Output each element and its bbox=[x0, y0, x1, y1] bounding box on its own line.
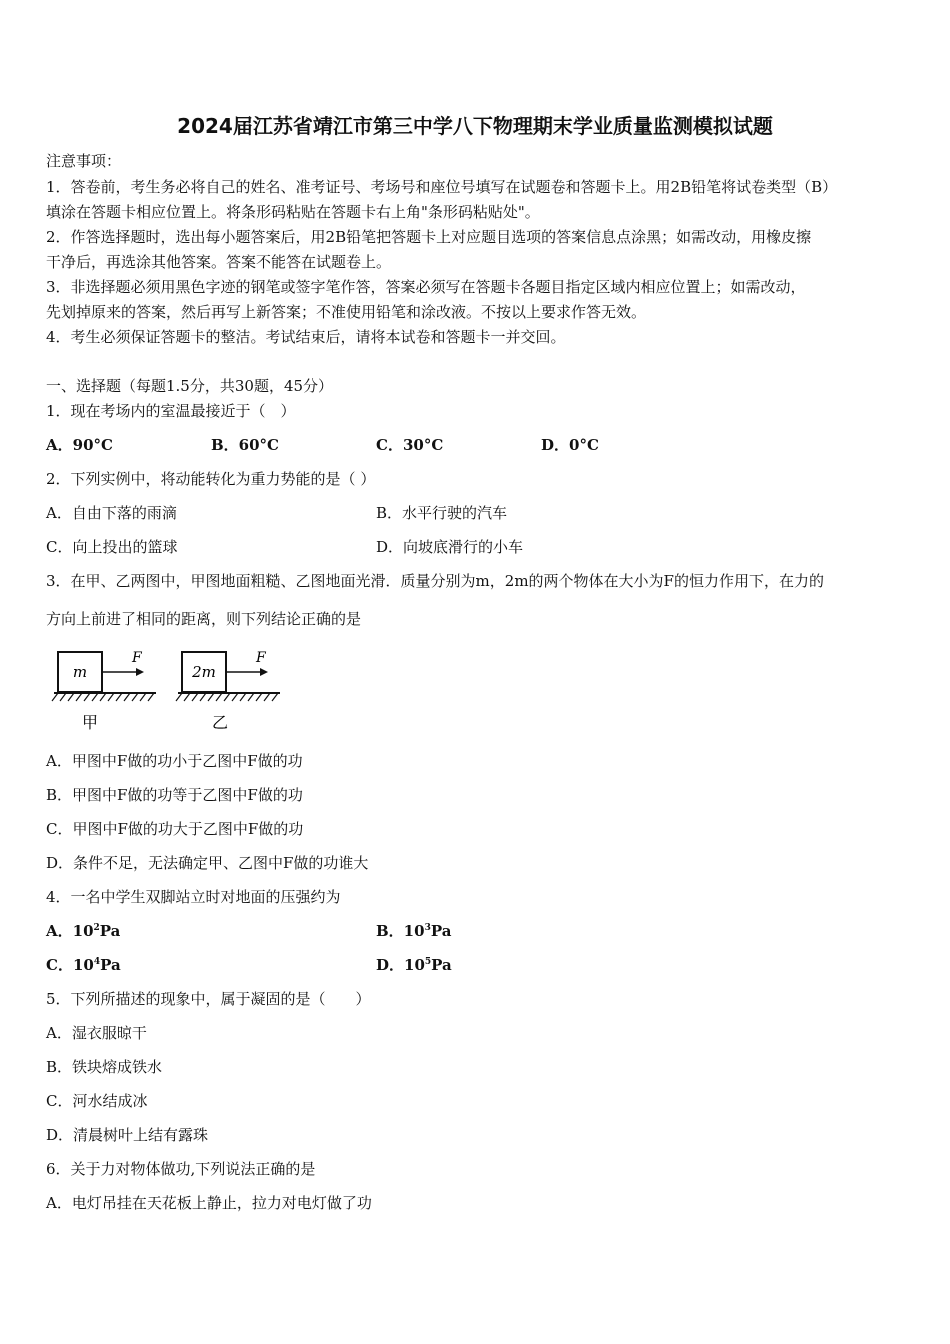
question-2-option-a: A．自由下落的雨滴 bbox=[46, 504, 177, 522]
question-2-option-b: B．水平行驶的汽车 bbox=[376, 504, 508, 522]
question-3-option-b: B．甲图中F做的功等于乙图中F做的功 bbox=[46, 786, 303, 804]
question-1-stem: 1．现在考场内的室温最接近于（ ） bbox=[46, 402, 296, 420]
question-2-option-c: C．向上投出的篮球 bbox=[46, 538, 178, 556]
question-5-option-d: D．清晨树叶上结有露珠 bbox=[46, 1126, 209, 1144]
ground-hatching bbox=[176, 693, 278, 701]
question-4-option-c: C．$10^4Pa$ bbox=[46, 956, 121, 974]
question-5-stem: 5．下列所描述的现象中，属于凝固的是（ ） bbox=[46, 990, 371, 1008]
notice-line: 2．作答选择题时，选出每小题答案后，用2B铅笔把答题卡上对应题目选项的答案信息点涂黑；如需改动，用橡皮擦 bbox=[46, 228, 812, 246]
question-5-option-a: A．湿衣服晾干 bbox=[46, 1024, 147, 1042]
notice-line: 干净后，再选涂其他答案。答案不能答在试题卷上。 bbox=[46, 253, 392, 271]
question-1-option-a: A．90°C bbox=[46, 436, 113, 454]
question-3-stem: 3．在甲、乙两图中，甲图地面粗糙、乙图地面光滑．质量分别为m，2m的两个物体在大小为F的恒力作用下，在力的 bbox=[46, 572, 824, 590]
notice-line: 4．考生必须保证答题卡的整洁。考试结束后，请将本试卷和答题卡一并交回。 bbox=[46, 328, 566, 346]
page-title: 2024届江苏省靖江市第三中学八下物理期末学业质量监测模拟试题 bbox=[177, 114, 773, 138]
notice-line: 填涂在答题卡相应位置上。将条形码粘贴在答题卡右上角"条形码粘贴处"。 bbox=[46, 203, 540, 221]
question-3-option-a: A．甲图中F做的功小于乙图中F做的功 bbox=[46, 752, 303, 770]
caption-yi: 乙 bbox=[211, 713, 229, 732]
question-2-option-d: D．向坡底滑行的小车 bbox=[376, 538, 524, 556]
question-2-stem: 2．下列实例中，将动能转化为重力势能的是（ ） bbox=[46, 470, 376, 488]
section-heading: 一、选择题（每题1.5分，共30题，45分） bbox=[46, 377, 334, 395]
caption-jia: 甲 bbox=[81, 713, 99, 732]
force-arrow-head bbox=[136, 668, 144, 676]
question-3-stem-continued: 方向上前进了相同的距离，则下列结论正确的是 bbox=[46, 610, 362, 628]
question-1-option-d: D．0°C bbox=[541, 436, 599, 454]
question-5-option-c: C．河水结成冰 bbox=[46, 1092, 148, 1110]
force-label: F bbox=[132, 650, 142, 666]
question-1-option-c: C．30°C bbox=[376, 436, 444, 454]
question-3-option-c: C．甲图中F做的功大于乙图中F做的功 bbox=[46, 820, 304, 838]
figure-jia bbox=[52, 650, 156, 732]
notice-heading: 注意事项： bbox=[46, 152, 122, 170]
notice-line: 3．非选择题必须用黑色字迹的钢笔或签字笔作答，答案必须写在答题卡各题目指定区域内相应位置上；如需改动， bbox=[46, 278, 806, 296]
question-5-option-b: B．铁块熔成铁水 bbox=[46, 1058, 163, 1076]
block-m-label: m bbox=[72, 663, 88, 681]
question-4-option-d: D．$10^5Pa$ bbox=[376, 956, 452, 974]
question-6-option-a: A．电灯吊挂在天花板上静止，拉力对电灯做了功 bbox=[46, 1194, 372, 1212]
question-4-option-b: B．$10^3Pa$ bbox=[376, 922, 452, 940]
question-1-option-b: B．60°C bbox=[211, 436, 279, 454]
figure-yi bbox=[176, 650, 280, 732]
ground-hatching bbox=[52, 693, 154, 701]
notice-line: 1．答卷前，考生务必将自己的姓名、准考证号、考场号和座位号填写在试题卷和答题卡上。用2B铅笔将试卷类型（B） bbox=[46, 178, 838, 196]
question-4-stem: 4．一名中学生双脚站立时对地面的压强约为 bbox=[46, 888, 341, 906]
question-3-option-d: D．条件不足，无法确定甲、乙图中F做的功谁大 bbox=[46, 854, 369, 872]
force-label: F bbox=[256, 650, 266, 666]
block-2m-label: 2m bbox=[192, 663, 216, 681]
notice-line: 先划掉原来的答案，然后再写上新答案；不准使用铅笔和涂改液。不按以上要求作答无效。 bbox=[46, 303, 647, 321]
question-6-stem: 6．关于力对物体做功,下列说法正确的是 bbox=[46, 1160, 316, 1178]
force-arrow-head bbox=[260, 668, 268, 676]
question-3-figure bbox=[46, 646, 286, 736]
question-4-option-a: A．$10^2Pa$ bbox=[46, 922, 121, 940]
